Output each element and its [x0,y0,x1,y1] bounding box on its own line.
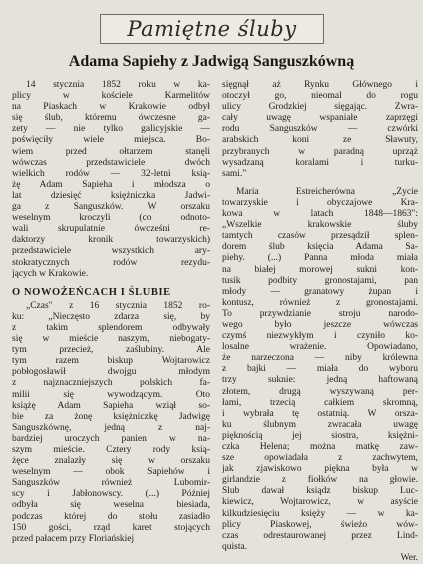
text-line: losalne wrażenie. Opowiadano, [222,342,418,353]
left-column [12,80,210,545]
text-line: scy i Jabłonowscy. (...) Później [12,489,210,500]
text-line: sięgnął aż Rynku Głównego i [222,80,418,90]
text-line: lat dziesięć księżniczka Jadwi- [12,190,210,201]
text-line: ga z Sanguszków. W orszaku [12,202,210,213]
text-line: z takim splendorem odbywały [12,322,210,333]
text-line: milii się wywodzącym. Oto [12,389,210,400]
text-line: młody — granatowy żupan i [222,286,418,297]
subheading: O NOWOŻEŃCACH I ŚLUBIE [12,286,171,298]
text-line: jących w Krakowie. [12,268,89,279]
text-line: Sanguszkównę, jedną z naj- [12,422,210,433]
text-line: czas odrestaurowanej przez Lind- [222,530,418,541]
text-line: kontusz, również z gronostajami. [222,297,418,308]
article-headline: Adama Sapiehy z Jadwigą Sanguszkówną [68,53,355,70]
estreicher-quote-paragraph [222,187,418,553]
text-line: szym mieście. Cztery rody ksią- [12,445,210,455]
text-line: tym przecież, zaślubiny. Ale [12,345,210,356]
text-line: wówczas przedstawiciele dwóch [12,157,210,168]
text-line: na Piaskach w Krakowie odbył [12,102,210,113]
text-line: jak zjawiskowo piękna była w [222,464,418,475]
text-line: tym razem biskup Wojtarowicz [12,356,210,367]
text-line: To przywdzianie stroju narodo- [222,308,418,319]
text-line: że narzeczona — niby królewna [222,353,418,364]
text-line: dorem ślub księcia Adama Sa- [222,242,418,253]
text-line: towarzyskie i obyczajowe Kra- [222,197,418,208]
text-line: czka Helena; można matkę zaw- [222,442,418,452]
intro-paragraph [12,80,210,280]
text-line: otoczył go, nieomal do rogu [222,91,418,102]
text-line: trzy suknie: jedną haftowaną [222,375,418,386]
text-line: wysadzaną koralami i turku- [222,157,418,168]
text-line: sze opowiadała z zachwytem, [222,453,418,464]
text-line: czymś niezwykłym i czyniło ko- [222,331,418,342]
text-line: „Wszelkie krakowskie śluby [222,220,418,231]
text-line: przed pałacem przy Floriańskiej [12,533,135,544]
text-line: cały uwagę wspaniałe zaprzęgi [222,113,418,124]
text-line: na białej morowej sukni kon- [222,264,418,275]
text-line: quista. [222,541,248,552]
text-line: z bajki — miała do wyboru [222,364,418,375]
text-line: tusik podbity gronostajami, pan [222,275,418,286]
continued-paragraph [222,80,418,180]
text-line: rodu Sanguszków — czwórki [222,124,418,135]
text-line: sami." [222,168,247,179]
text-line: przybranych w paradną uprząż [222,146,418,157]
text-line: Sanguszków również Lubomir- [12,478,210,489]
section-title: Pamiętne śluby [127,17,297,41]
text-line: 150 gości, rząd karet stojących [12,522,210,533]
text-line: 14 stycznia 1852 roku w ka- [26,80,210,90]
section-banner [100,14,324,44]
text-line: wego było jeszcze wówczas [222,319,418,330]
text-line: wielkich rodów — 32-letni ksią- [12,168,210,179]
text-line: weselnym kroczyli (co odnoto- [12,213,210,224]
text-line: z najznaczniejszych polskich fa- [12,378,210,389]
text-line: wali skrupulatnie ówcześni re- [12,224,210,235]
text-line: Maria Estreicherówna „Życie [236,186,418,197]
text-line: arabskich koni ze Sławuty, [222,135,418,146]
text-line: girlandzie z fiołków na głowie. [222,475,418,486]
text-line: ulicy Grodzkiej sięgając. Zwra- [222,102,418,113]
text-line: wiem przed ołtarzem stanęli [12,146,210,157]
text-line: piehy. (...) Panna młoda miała [222,253,418,264]
text-line: się ślub, któremu ówczesne ga- [12,113,210,124]
text-line: odbyła się weselna biesiada, [12,500,210,511]
text-line: przedstawiciele wszystkich ary- [12,246,210,257]
text-line: zety — nie tylko galicyjskie — [12,124,210,135]
text-line: poświęciły wiele miejsca. Bo- [12,135,210,146]
text-line: bie za żonę księżniczkę Jadwigę [12,411,210,422]
text-line: plicy Piaskowej, świeżo wów- [222,519,418,530]
text-line: żę Adam Sapieha i młodsza o [12,179,210,190]
text-line: podczas której do stołu zasiadło [12,511,210,522]
text-line: się w mieście naszym, niebogaty- [12,334,210,345]
text-line: kilkudziesięciu księży — w ka- [222,508,418,519]
text-line: daktorzy kronik towarzyskich) [12,235,210,246]
text-line: ku: „Nieczęsto zdarza się, by [12,311,210,322]
author-signature: Wer. [400,552,418,563]
text-line: pobłogosławił dwojgu młodym [12,367,210,378]
text-line: kiewicz, Wojtarowicz, w asyście [222,497,418,508]
text-line: książę Adam Sapieha wziął so- [12,400,210,411]
text-line: tamtych czasów przesądził splen- [222,231,418,242]
text-line: żęce znalazły się w orszaku [12,456,210,467]
text-line: stokratycznych rodów rezydu- [12,257,210,268]
text-line: bardziej uroczych panien w na- [12,433,210,444]
text-line: i wybrała tę ostatnią. W orsza- [222,408,418,419]
text-line: Ślub dawał ksiądz biskup Luc- [222,486,418,497]
text-line: weselnym — obok Sapiehów i [12,467,210,478]
text-line: pięknością jej siostra, księżni- [222,430,418,441]
text-line: ku ślubnym zwracała uwagę [222,419,418,430]
text-line: „Czas" z 16 stycznia 1852 ro- [26,300,210,311]
text-line: kowa w latach 1848—1863": [222,209,418,220]
right-column [222,80,418,564]
text-line: plicy w kościele Karmelitów [12,91,210,102]
czas-quote-paragraph [12,301,210,545]
text-line: łami, trzecią całkiem skromną, [222,397,418,408]
text-line: złotem, drugą wyszywaną per- [222,386,418,397]
